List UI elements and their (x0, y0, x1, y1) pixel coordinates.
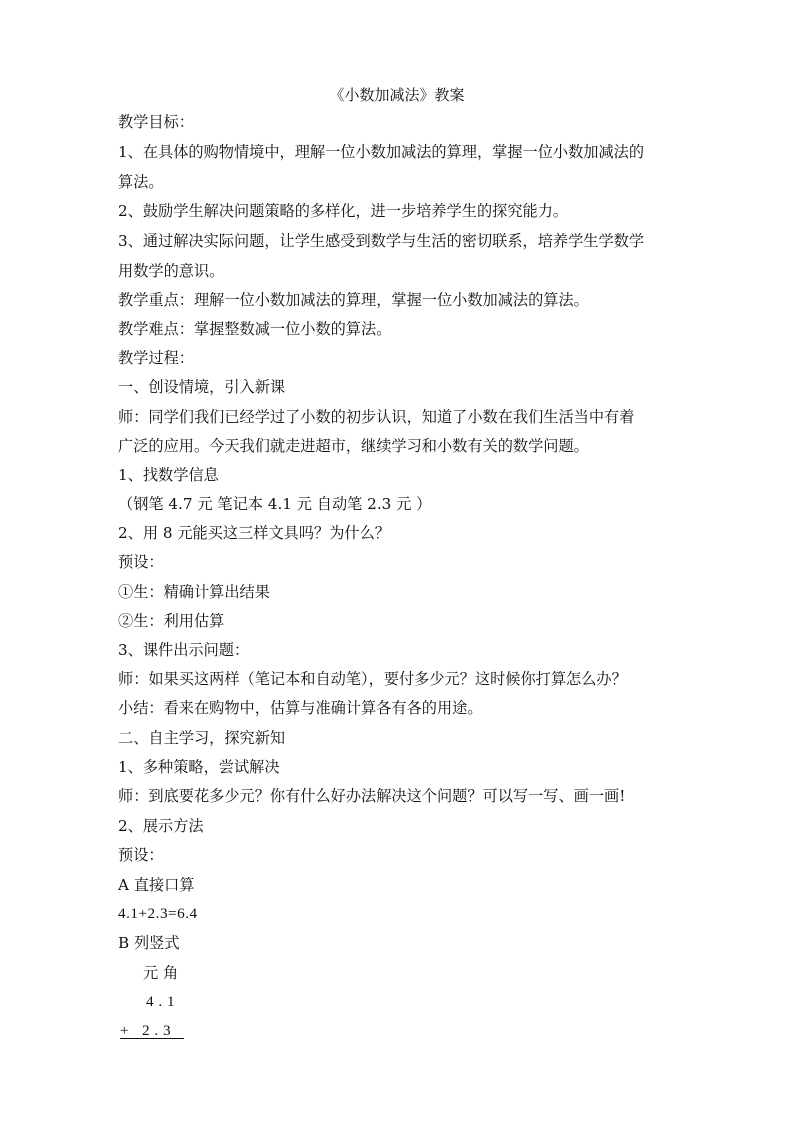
price-info: （钢笔 4.7 元 笔记本 4.1 元 自动笔 2.3 元 ） (118, 495, 432, 513)
objectives-heading: 教学目标： (118, 113, 194, 131)
student-answer-1: ①生：精确计算出结果 (118, 583, 270, 601)
method-a: A 直接口算 (118, 876, 195, 894)
method-b: B 列竖式 (118, 934, 180, 952)
summary-line: 小结：看来在购物中，估算与准确计算各有各的用途。 (118, 699, 483, 717)
objective-1-cont: 算法。 (118, 173, 164, 191)
student-answer-2: ②生：利用估算 (118, 612, 225, 630)
step-courseware: 3、课件出示问题： (118, 641, 250, 659)
process-heading: 教学过程： (118, 349, 194, 367)
document-title: 《小数加减法》教案 (329, 86, 465, 104)
key-points: 教学重点：理解一位小数加减法的算理，掌握一位小数加减法的算法。 (118, 291, 589, 309)
teacher-line-1-cont: 广泛的应用。今天我们就走进超市，继续学习和小数有关的数学问题。 (118, 437, 589, 455)
section-1-heading: 一、创设情境，引入新课 (118, 378, 286, 396)
step-find-info: 1、找数学信息 (118, 466, 219, 484)
section-2-heading: 二、自主学习，探究新知 (118, 729, 286, 747)
unit-header: 元 角 (143, 964, 179, 982)
objective-1: 1、在具体的购物情境中，理解一位小数加减法的算理，掌握一位小数加减法的 (118, 143, 645, 161)
teacher-line-2: 师：如果买这两样（笔记本和自动笔），要付多少元？这时候你打算怎么办？ (118, 670, 627, 688)
vertical-calc-row-1: 4 . 1 (146, 993, 176, 1010)
mental-calculation: 4.1+2.3=6.4 (118, 905, 198, 922)
preset-label-1: 预设： (118, 553, 164, 571)
step-strategies: 1、多种策略，尝试解决 (118, 758, 280, 776)
step-show-methods: 2、展示方法 (118, 817, 204, 835)
objective-3: 3、通过解决实际问题，让学生感受到数学与生活的密切联系，培养学生学数学 (118, 232, 645, 250)
difficult-points: 教学难点：掌握整数减一位小数的算法。 (118, 320, 392, 338)
objective-3-cont: 用数学的意识。 (118, 262, 225, 280)
preset-label-2: 预设： (118, 846, 164, 864)
vertical-calc-row-2: + 2 . 3 (120, 1022, 184, 1039)
teacher-line-3: 师：到底要花多少元？你有什么好办法解决这个问题？可以写一写、画一画! (118, 787, 626, 805)
objective-2: 2、鼓励学生解决问题策略的多样化，进一步培养学生的探究能力。 (118, 202, 569, 220)
teacher-line-1: 师：同学们我们已经学过了小数的初步认识，知道了小数在我们生活当中有着 (118, 408, 635, 426)
step-question: 2、用 8 元能买这三样文具吗？为什么？ (118, 524, 390, 542)
